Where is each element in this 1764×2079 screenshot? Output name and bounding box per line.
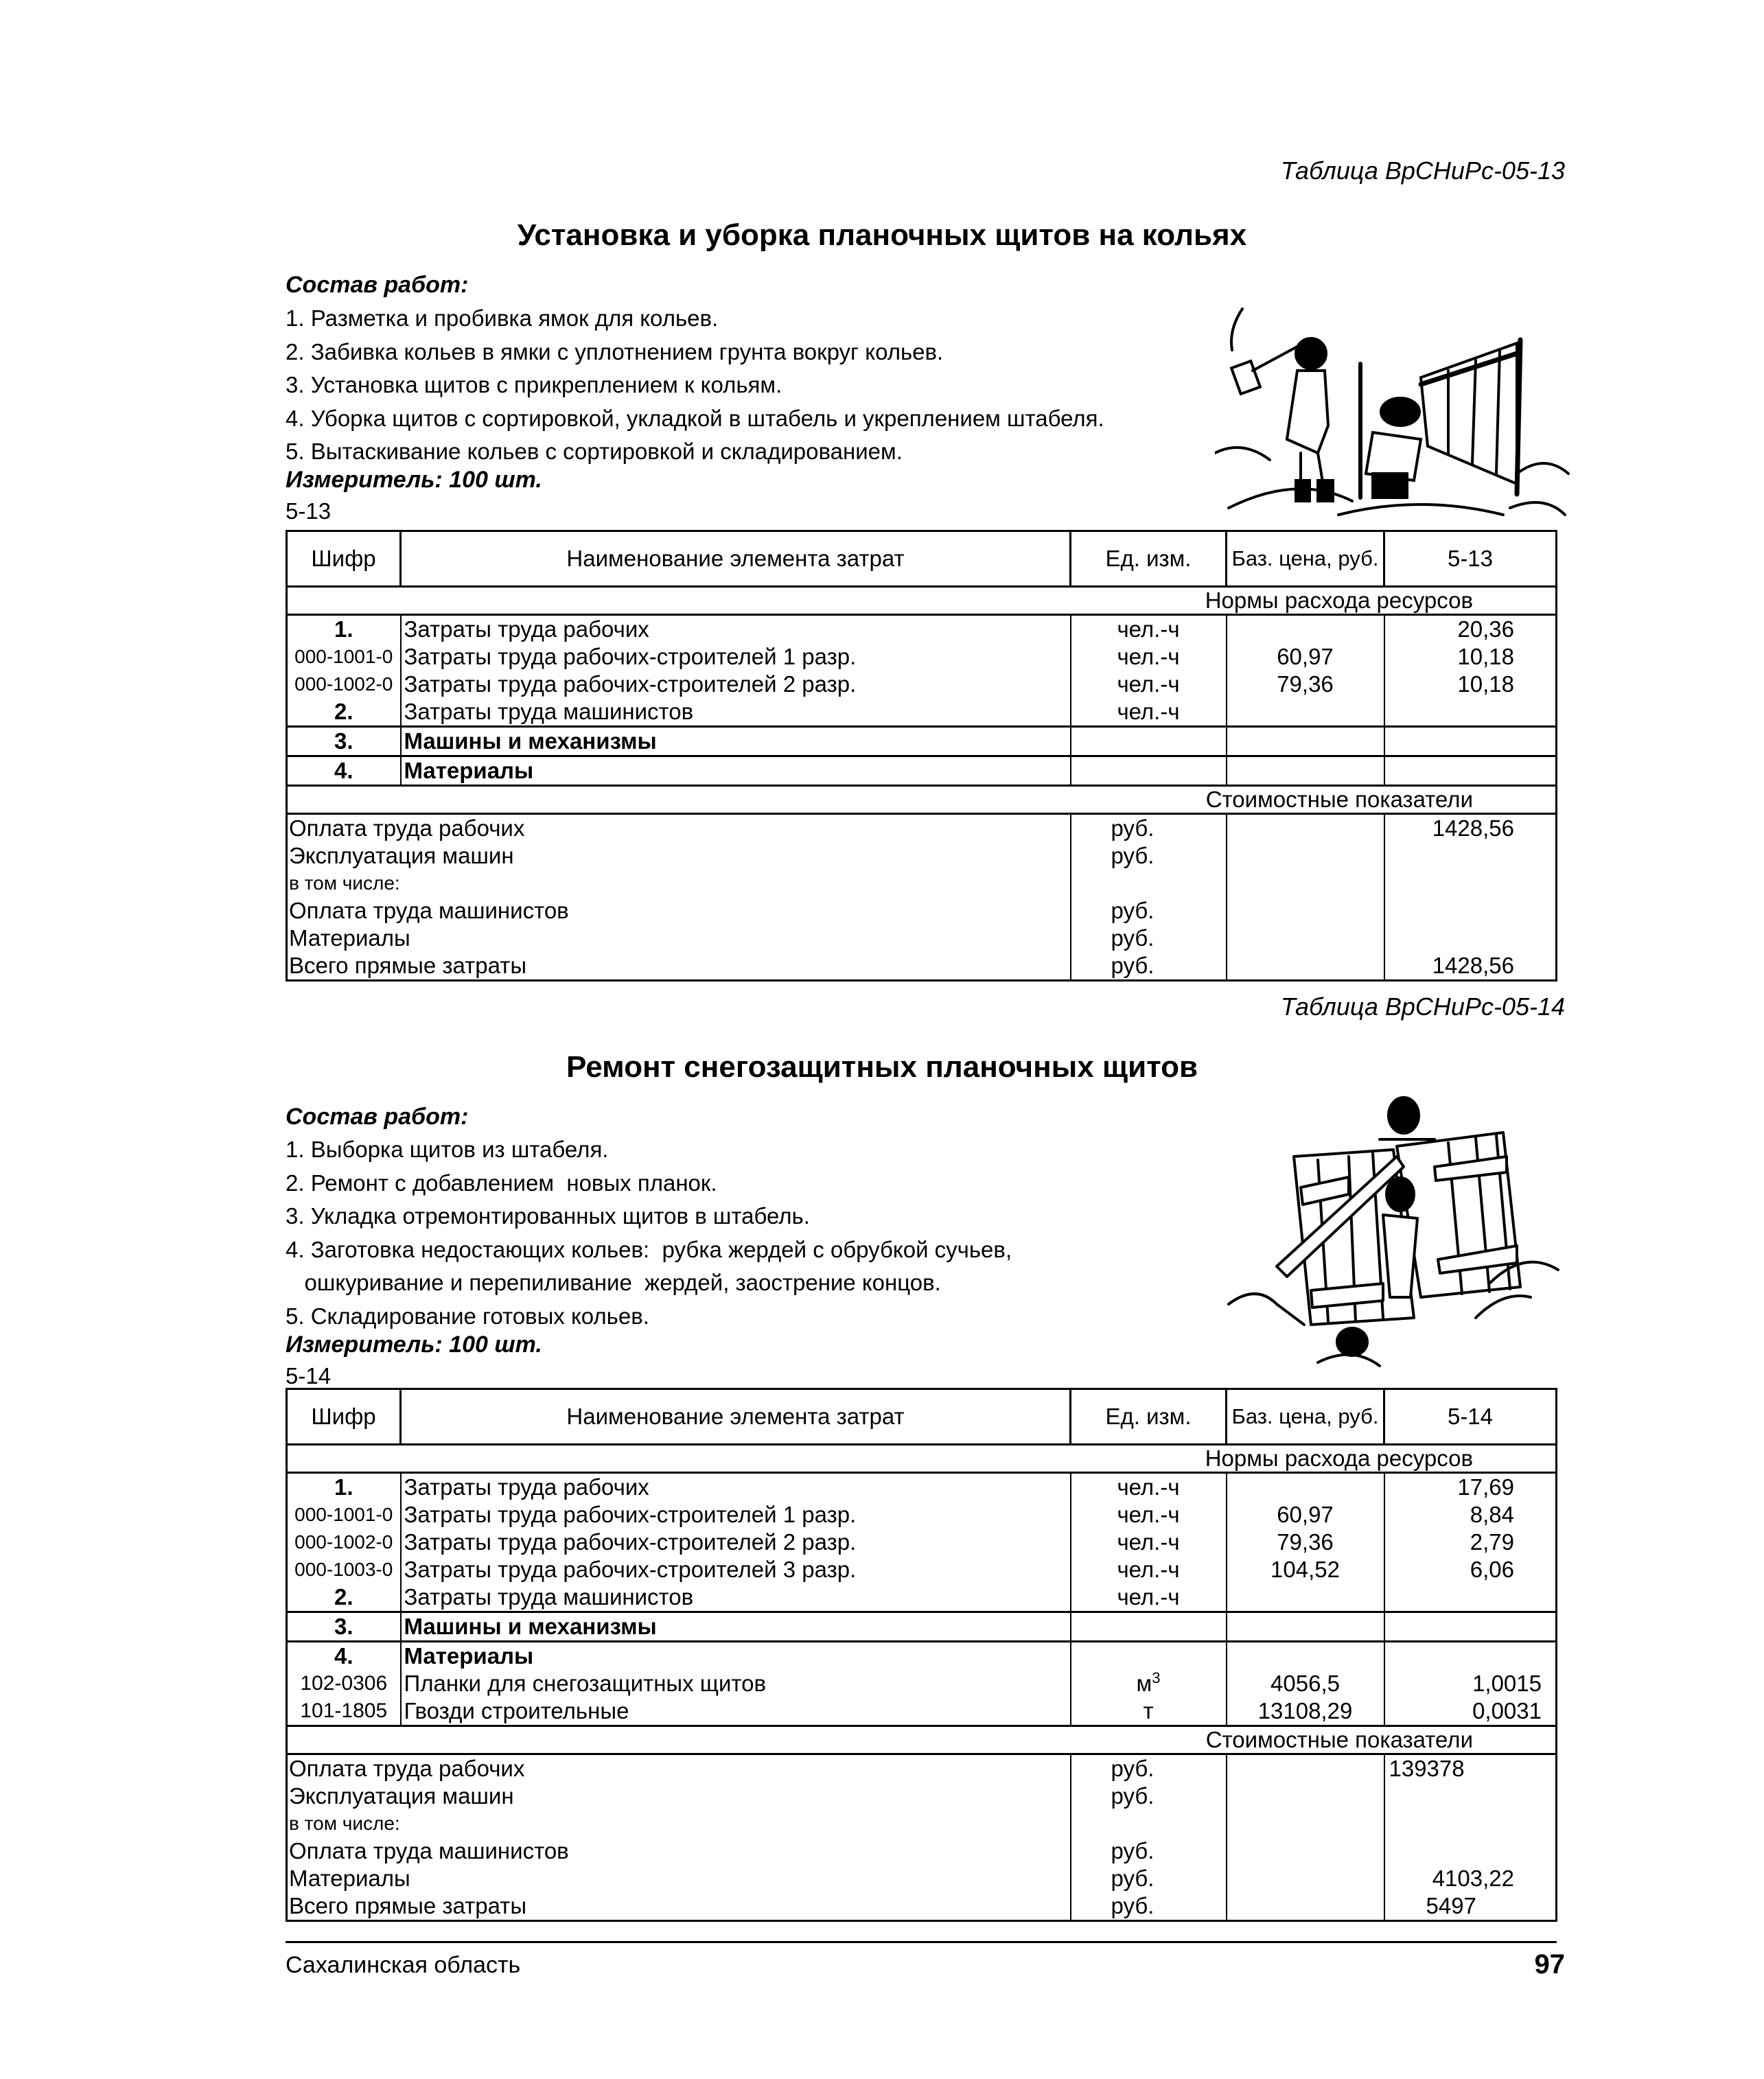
table-row-group [287,756,1557,786]
table-row-group [287,727,1557,756]
row-code: 000-1001-0 [287,643,401,671]
row-name: Планки для снегозащитных щитов [401,1670,1071,1697]
table-row [287,615,1557,644]
cost-unit [1071,1810,1227,1837]
table-row [287,698,1557,727]
unit-superscript: 3 [1152,1669,1161,1686]
row-unit: чел.-ч [1071,1501,1227,1529]
header-code: Шифр [287,531,401,587]
section-title: Ремонт снегозащитных планочных щитов [566,1050,1198,1084]
cost-name: Эксплуатация машин [287,842,1071,870]
code-label: 5-14 [286,1363,332,1389]
cost-band [287,786,1557,814]
work-item: 5. Складирование готовых кольев. [286,1303,649,1329]
cost-unit: руб. [1071,1865,1227,1892]
row-price: 79,36 [1227,671,1384,698]
row-unit: чел.-ч [1071,698,1227,727]
cost-unit: руб. [1071,952,1227,981]
row-price: 104,52 [1227,1556,1384,1583]
work-item: 3. Укладка отремонтированных щитов в штабель. [286,1203,810,1229]
row-unit: т [1071,1697,1227,1726]
row-value [1384,1583,1557,1612]
row-name: Машины и механизмы [401,1612,1071,1642]
table-header-row [287,531,1557,587]
work-item: 4. Уборка щитов с сортировкой, укладкой в штабель и укреплением штабеля. [286,405,1104,431]
table-row-group [287,1642,1557,1671]
row-unit: чел.-ч [1071,1529,1227,1556]
work-items-list [286,1133,1012,1333]
cost-value: 139378 [1384,1754,1557,1783]
cost-row [287,842,1557,870]
cost-name: Оплата труда рабочих [287,814,1071,843]
table-row [287,671,1557,698]
material-row [287,1697,1557,1726]
cost-unit: руб. [1071,842,1227,870]
cost-row [287,1865,1557,1892]
cost-row [287,814,1557,843]
row-unit [1071,727,1227,756]
row-unit: чел.-ч [1071,1556,1227,1583]
work-item: ошкуривание и перепиливание жердей, заострение концов. [286,1270,941,1295]
workers-repairing-shield-icon [1215,1091,1565,1373]
row-price [1227,1612,1384,1642]
cost-price [1227,842,1384,870]
header-unit: Ед. изм. [1071,1389,1227,1445]
row-unit: чел.-ч [1071,615,1227,644]
table-row [287,643,1557,671]
meter-label: Измеритель: 100 шт. [286,467,542,493]
row-price [1227,727,1384,756]
cost-band-row [287,1726,1557,1754]
cost-row [287,870,1557,897]
row-unit [1071,756,1227,786]
cost-value: 5497 [1384,1892,1557,1921]
cost-band-label: Стоимостные показатели [1205,787,1473,812]
norms-table [286,1388,1557,1922]
row-price [1227,698,1384,727]
cost-name: Материалы [287,925,1071,952]
cost-value [1384,842,1557,870]
work-composition-label: Состав работ: [286,272,469,298]
cost-row [287,897,1557,925]
row-code: 101-1805 [287,1697,401,1726]
row-code: 000-1002-0 [287,1529,401,1556]
cost-price [1227,1865,1384,1892]
row-value [1384,698,1557,727]
workers-installing-fence-icon [1215,288,1572,529]
header-price: Баз. цена, руб. [1227,531,1384,587]
cost-price [1227,814,1384,843]
cost-name: Всего прямые затраты [287,952,1071,981]
cost-band-label: Стоимостные показатели [1205,1727,1473,1752]
cost-value [1384,1837,1557,1865]
row-value [1384,1612,1557,1642]
row-code: 1. [287,615,401,644]
unit-text: м [1136,1671,1152,1696]
row-value: 10,18 [1384,671,1557,698]
cost-price [1227,1837,1384,1865]
row-value: 20,36 [1384,615,1557,644]
work-item: 2. Забивка кольев в ямки с уплотнением грунта вокруг кольев. [286,338,944,364]
cost-price [1227,952,1384,981]
row-name: Материалы [401,756,1071,786]
row-unit: чел.-ч [1071,1583,1227,1612]
row-code: 102-0306 [287,1670,401,1697]
row-value [1384,727,1557,756]
row-name: Затраты труда рабочих [401,1473,1071,1502]
row-price: 60,97 [1227,643,1384,671]
work-item: 4. Заготовка недостающих кольев: рубка жердей с обрубкой сучьев, [286,1236,1012,1262]
row-name: Материалы [401,1642,1071,1671]
header-value: 5-14 [1384,1389,1557,1445]
work-item: 3. Установка щитов с прикреплением к кольям. [286,372,782,397]
norms-band-label: Нормы расхода ресурсов [1205,1445,1473,1471]
cost-price [1227,1810,1384,1837]
header-code: Шифр [287,1389,401,1445]
row-value: 1,0015 [1384,1670,1557,1697]
cost-value: 1428,56 [1384,814,1557,843]
cost-row [287,1810,1557,1837]
row-name: Затраты труда рабочих-строителей 1 разр. [401,1501,1071,1529]
footer-divider [286,1941,1557,1943]
row-name: Затраты труда рабочих-строителей 2 разр. [401,671,1071,698]
material-row [287,1670,1557,1697]
row-name: Затраты труда машинистов [401,698,1071,727]
cost-name: Оплата труда рабочих [287,1754,1071,1783]
norms-table [286,530,1557,982]
header-price: Баз. цена, руб. [1227,1389,1384,1445]
cost-row [287,1837,1557,1865]
row-name: Затраты труда машинистов [401,1583,1071,1612]
cost-price [1227,870,1384,897]
cost-unit: руб. [1071,1754,1227,1783]
row-unit: чел.-ч [1071,643,1227,671]
row-code: 000-1002-0 [287,671,401,698]
row-value: 0,0031 [1384,1697,1557,1726]
row-code: 4. [287,756,401,786]
cost-price [1227,897,1384,925]
cost-row [287,952,1557,981]
row-name: Затраты труда рабочих-строителей 1 разр. [401,643,1071,671]
row-code: 3. [287,727,401,756]
cost-name: в том числе: [287,870,1071,897]
cost-value [1384,925,1557,952]
row-code: 3. [287,1612,401,1642]
row-value: 17,69 [1384,1473,1557,1502]
cost-name: Оплата труда машинистов [287,1837,1071,1865]
row-price: 4056,5 [1227,1670,1384,1697]
row-name: Гвозди строительные [401,1697,1071,1726]
row-name: Машины и механизмы [401,727,1071,756]
header-unit: Ед. изм. [1071,531,1227,587]
header-name: Наименование элемента затрат [401,1389,1071,1445]
cost-price [1227,1782,1384,1810]
row-code: 000-1003-0 [287,1556,401,1583]
cost-value [1384,1782,1557,1810]
norms-band-row [287,587,1557,615]
table-row [287,1501,1557,1529]
row-price: 79,36 [1227,1529,1384,1556]
row-price [1227,1583,1384,1612]
cost-unit: руб. [1071,925,1227,952]
cost-unit: руб. [1071,1837,1227,1865]
cost-value [1384,897,1557,925]
section-title: Установка и уборка планочных щитов на кольях [517,218,1247,252]
row-unit [1071,1670,1227,1697]
cost-band-row [287,786,1557,814]
row-price [1227,756,1384,786]
cost-unit: руб. [1071,814,1227,843]
norms-band-label: Нормы расхода ресурсов [1205,588,1473,613]
row-value: 6,06 [1384,1556,1557,1583]
row-unit [1071,1612,1227,1642]
norms-band [287,1445,1557,1473]
work-item: 5. Вытаскивание кольев с сортировкой и складированием. [286,439,903,464]
row-value: 10,18 [1384,643,1557,671]
header-value: 5-13 [1384,531,1557,587]
cost-value [1384,870,1557,897]
row-name: Затраты труда рабочих-строителей 3 разр. [401,1556,1071,1583]
norms-band-row [287,1445,1557,1473]
work-item: 1. Выборка щитов из штабеля. [286,1137,609,1162]
header-name: Наименование элемента затрат [401,531,1071,587]
row-code: 2. [287,698,401,727]
row-code: 2. [287,1583,401,1612]
row-price: 60,97 [1227,1501,1384,1529]
row-value: 8,84 [1384,1501,1557,1529]
row-name: Затраты труда рабочих [401,615,1071,644]
table-reference: Таблица ВрСНиРс-05-14 [1280,992,1565,1021]
cost-row [287,1782,1557,1810]
cost-name: Эксплуатация машин [287,1782,1071,1810]
work-item: 2. Ремонт с добавлением новых планок. [286,1170,717,1196]
cost-name: Оплата труда машинистов [287,897,1071,925]
cost-price [1227,925,1384,952]
row-price [1227,1642,1384,1671]
row-unit: чел.-ч [1071,671,1227,698]
row-code: 000-1001-0 [287,1501,401,1529]
row-price [1227,1473,1384,1502]
page-number: 97 [1534,1949,1565,1979]
cost-unit [1071,870,1227,897]
work-item: 1. Разметка и пробивка ямок для кольев. [286,305,719,331]
table-header-row [287,1389,1557,1445]
cost-name: в том числе: [287,1810,1071,1837]
row-name: Затраты труда рабочих-строителей 2 разр. [401,1529,1071,1556]
cost-row [287,1892,1557,1921]
norms-band [287,587,1557,615]
cost-price [1227,1754,1384,1783]
row-value [1384,756,1557,786]
work-composition-label: Состав работ: [286,1104,469,1130]
table-reference: Таблица ВрСНиРс-05-13 [1280,156,1565,185]
code-label: 5-13 [286,498,332,524]
cost-band [287,1726,1557,1754]
cost-name: Материалы [287,1865,1071,1892]
row-price [1227,615,1384,644]
table-row [287,1473,1557,1502]
table-row [287,1583,1557,1612]
cost-value: 4103,22 [1384,1865,1557,1892]
row-value [1384,1642,1557,1671]
cost-price [1227,1892,1384,1921]
cost-value: 1428,56 [1384,952,1557,981]
cost-name: Всего прямые затраты [287,1892,1071,1921]
row-code: 1. [287,1473,401,1502]
cost-row [287,925,1557,952]
table-row [287,1529,1557,1556]
cost-unit: руб. [1071,1892,1227,1921]
row-unit [1071,1642,1227,1671]
cost-unit: руб. [1071,897,1227,925]
table-row [287,1556,1557,1583]
row-price: 13108,29 [1227,1697,1384,1726]
cost-unit: руб. [1071,1782,1227,1810]
row-unit: чел.-ч [1071,1473,1227,1502]
footer-region: Сахалинская область [286,1952,521,1978]
row-code: 4. [287,1642,401,1671]
meter-label: Измеритель: 100 шт. [286,1332,542,1358]
row-value: 2,79 [1384,1529,1557,1556]
work-items-list [286,302,1104,469]
cost-row [287,1754,1557,1783]
table-row-group [287,1612,1557,1642]
cost-value [1384,1810,1557,1837]
